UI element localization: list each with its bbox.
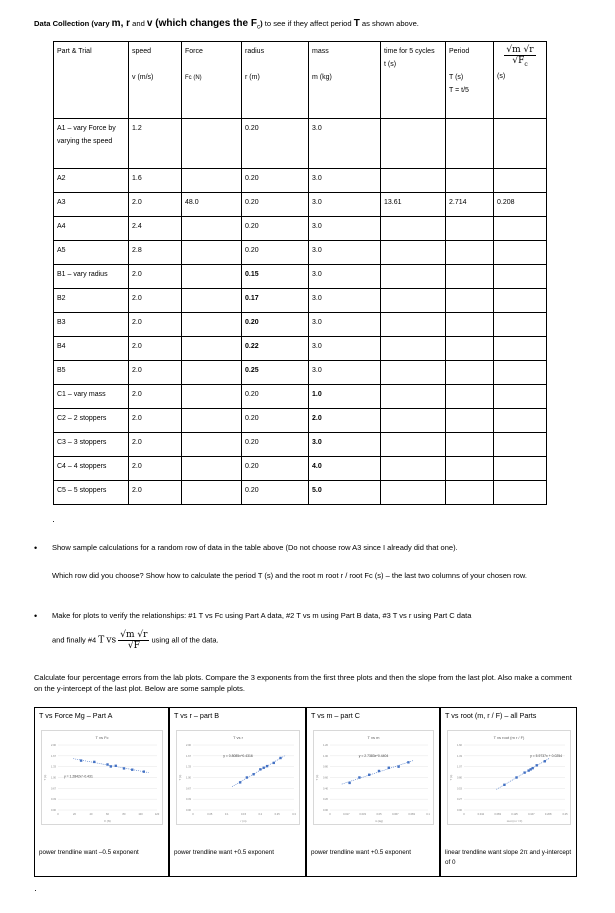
row-label: B4 <box>54 337 129 361</box>
y-axis-label: T (s) <box>315 774 319 781</box>
y-tick-label: 1.33 <box>185 765 191 769</box>
mass-cell: 5.0 <box>309 481 381 505</box>
y-tick-label: 0.33 <box>50 798 56 802</box>
x-axis-label: m (kg) <box>375 819 383 823</box>
y-axis-label: T (s) <box>449 774 453 781</box>
plot-3 <box>313 730 434 825</box>
chart-svg-3 <box>314 731 433 824</box>
row-label: B3 <box>54 313 129 337</box>
data-point <box>279 757 281 759</box>
x-tick-label: 0.042 <box>477 813 485 816</box>
x-tick-label: 100 <box>138 813 143 816</box>
row-label: A3 <box>54 193 129 217</box>
period-cell <box>446 217 494 241</box>
force-cell <box>182 361 242 385</box>
row-label: C2 – 2 stoppers <box>54 409 129 433</box>
x-tick-label: 0.25 <box>274 813 280 816</box>
force-cell <box>182 241 242 265</box>
y-tick-label: 0.67 <box>50 787 56 791</box>
table-row <box>54 241 547 265</box>
y-tick-label: 1.00 <box>50 776 56 780</box>
x-tick-label: 0.1 <box>224 813 229 816</box>
y-tick-label: 0.00 <box>50 809 56 812</box>
stray-mark: · <box>52 516 55 526</box>
y-tick-label: 0.40 <box>322 787 328 791</box>
root-cell <box>494 433 547 457</box>
y-tick-label: 1.33 <box>456 754 462 758</box>
data-point <box>368 774 370 776</box>
time-cell <box>381 169 446 193</box>
data-point <box>397 765 399 767</box>
speed-cell: 2.0 <box>129 361 182 385</box>
chart-inner-title: T vs r <box>233 735 243 740</box>
instruction-2-line2: and finally #4 T vs $\frac{√m √r}{√F}$ using all of the data. <box>52 630 219 651</box>
equation-label: y = 0.8085x^0.4316 <box>223 754 253 758</box>
radius-cell: 0.20 <box>242 169 309 193</box>
mass-cell: 2.0 <box>309 409 381 433</box>
radius-cell: 0.20 <box>242 409 309 433</box>
data-point <box>246 776 248 778</box>
heading-and: and <box>130 19 147 28</box>
instruction-2: Make for plots to verify the relationships: #1 T vs Fc using Part A data, #2 T vs m using Part B data, #3 T vs r using Part C data <box>52 611 472 620</box>
x-tick-label: 0.125 <box>511 813 518 816</box>
x-tick-label: 0 <box>57 813 59 816</box>
table-row <box>54 385 547 409</box>
chart-title-4: T vs root (m, r / F) – all Parts <box>445 711 537 720</box>
y-tick-label: 0.00 <box>456 809 462 812</box>
instruction-1: Show sample calculations for a random row of data in the table above (Do not choose row A3 since I already did that one). <box>52 543 458 552</box>
force-cell <box>182 313 242 337</box>
plot-1 <box>41 730 163 825</box>
period-cell <box>446 385 494 409</box>
time-cell <box>381 409 446 433</box>
speed-cell: 1.6 <box>129 169 182 193</box>
chart-svg-1 <box>42 731 162 824</box>
table-row <box>54 433 547 457</box>
header-speed: speed v (m/s) <box>129 42 182 119</box>
x-tick-label: 60 <box>106 813 109 816</box>
plot-2 <box>176 730 300 825</box>
x-tick-label: 0.167 <box>528 813 535 816</box>
radius-cell: 0.20 <box>242 217 309 241</box>
row-label: B5 <box>54 361 129 385</box>
radius-cell: 0.20 <box>242 433 309 457</box>
data-point <box>536 764 538 766</box>
heading-T: T <box>353 18 360 29</box>
speed-cell: 1.2 <box>129 119 182 169</box>
y-tick-label: 0.67 <box>185 787 191 791</box>
table-row <box>54 457 547 481</box>
time-cell <box>381 385 446 409</box>
table-row <box>54 289 547 313</box>
data-point <box>80 759 82 761</box>
row-label: C4 – 4 stoppers <box>54 457 129 481</box>
period-cell <box>446 457 494 481</box>
radius-cell: 0.17 <box>242 289 309 313</box>
heading-suffix: to see if they affect period <box>262 19 354 28</box>
x-tick-label: 0.208 <box>544 813 552 816</box>
x-tick-label: 0.25 <box>562 813 568 816</box>
y-tick-label: 2.00 <box>185 744 191 747</box>
speed-cell: 2.0 <box>129 265 182 289</box>
y-tick-label: 1.20 <box>322 744 328 747</box>
y-tick-label: 0.60 <box>322 776 328 780</box>
header-time: time for 5 cycles t (s) <box>381 42 446 119</box>
stray-mark-2: · <box>34 885 37 895</box>
chart-box-4 <box>440 707 577 877</box>
time-cell <box>381 241 446 265</box>
data-point <box>239 781 241 783</box>
heading-r: r <box>126 18 131 29</box>
root-cell <box>494 313 547 337</box>
header-force: Force Fc (N) <box>182 42 242 119</box>
data-point <box>503 784 505 786</box>
chart-box-2 <box>169 707 306 877</box>
x-tick-label: 0.083 <box>494 813 501 816</box>
radius-cell: 0.20 <box>242 119 309 169</box>
force-cell <box>182 217 242 241</box>
force-cell <box>182 119 242 169</box>
table-row <box>54 265 547 289</box>
y-tick-label: 1.67 <box>185 754 191 758</box>
speed-cell: 2.0 <box>129 313 182 337</box>
instruction-1-detail: Which row did you choose? Show how to calculate the period T (s) and the root m root r / root Fc (s) – the last two columns of your chosen row. <box>52 571 527 580</box>
data-point <box>407 761 409 763</box>
y-tick-label: 0.20 <box>322 798 328 802</box>
row-label: C5 – 5 stoppers <box>54 481 129 505</box>
instruction-3: Calculate four percentage errors from the lab plots. Compare the 3 exponents from the first three plots and then the slope from the last plot. Also make a comment on the y-intercept of the last plot. Below are some sample plots. <box>34 673 572 693</box>
mass-cell: 3.0 <box>309 217 381 241</box>
data-point <box>115 765 117 767</box>
row-label: A2 <box>54 169 129 193</box>
mass-cell: 1.0 <box>309 385 381 409</box>
radius-cell: 0.20 <box>242 457 309 481</box>
y-axis-label: T (s) <box>178 774 182 781</box>
time-cell <box>381 337 446 361</box>
y-tick-label: 0.00 <box>185 809 191 812</box>
equation-label: y = 2.7383x^0.4404 <box>358 754 389 758</box>
header-mass: mass m (kg) <box>309 42 381 119</box>
x-tick-label: 0.15 <box>240 813 247 816</box>
mass-cell: 3.0 <box>309 433 381 457</box>
heading-mid: (which changes the F <box>152 18 257 29</box>
time-cell: 13.61 <box>381 193 446 217</box>
period-cell <box>446 289 494 313</box>
force-cell: 48.0 <box>182 193 242 217</box>
mass-cell: 4.0 <box>309 457 381 481</box>
period-cell <box>446 433 494 457</box>
table-row <box>54 169 547 193</box>
y-tick-label: 0.80 <box>456 776 462 780</box>
table-header-row <box>54 42 547 119</box>
data-point <box>131 769 133 771</box>
y-tick-label: 0.27 <box>456 798 462 802</box>
speed-cell: 2.0 <box>129 481 182 505</box>
table-row <box>54 217 547 241</box>
y-tick-label: 0.00 <box>322 809 328 812</box>
speed-cell: 2.0 <box>129 337 182 361</box>
data-table <box>53 41 547 505</box>
time-cell <box>381 313 446 337</box>
time-cell <box>381 265 446 289</box>
chart-svg-4 <box>448 731 570 824</box>
mass-cell: 3.0 <box>309 169 381 193</box>
y-axis-label: T (s) <box>43 774 47 781</box>
period-cell <box>446 241 494 265</box>
root-cell <box>494 217 547 241</box>
x-tick-label: 80 <box>122 813 126 816</box>
data-point <box>252 773 254 775</box>
x-tick-label: 0 <box>192 813 194 816</box>
chart-title-1: T vs Force Mg – Part A <box>39 711 113 720</box>
force-cell <box>182 337 242 361</box>
data-point <box>93 761 95 763</box>
radius-cell: 0.20 <box>242 313 309 337</box>
root-cell <box>494 289 547 313</box>
root-cell <box>494 169 547 193</box>
data-point <box>263 767 265 769</box>
heading-v: v <box>146 18 153 29</box>
force-cell <box>182 265 242 289</box>
speed-cell: 2.0 <box>129 457 182 481</box>
mass-cell: 3.0 <box>309 337 381 361</box>
table-row <box>54 193 547 217</box>
data-point <box>106 763 108 765</box>
trendline <box>342 761 414 785</box>
row-label: A5 <box>54 241 129 265</box>
mass-cell: 3.0 <box>309 265 381 289</box>
radius-cell: 0.20 <box>242 481 309 505</box>
header-radius: radius r (m) <box>242 42 309 119</box>
root-cell: 0.208 <box>494 193 547 217</box>
period-cell <box>446 361 494 385</box>
speed-cell: 2.4 <box>129 217 182 241</box>
speed-cell: 2.0 <box>129 409 182 433</box>
period-cell <box>446 169 494 193</box>
heading-prefix: Data Collection (vary <box>34 19 112 28</box>
x-tick-label: 40 <box>89 813 93 816</box>
header-part-trial: Part & Trial <box>54 42 129 119</box>
heading-sub: c <box>256 23 261 31</box>
period-cell <box>446 313 494 337</box>
row-label: B2 <box>54 289 129 313</box>
radius-cell: 0.20 <box>242 241 309 265</box>
root-cell <box>494 337 547 361</box>
y-tick-label: 1.33 <box>50 765 56 769</box>
row-label: C3 – 3 stoppers <box>54 433 129 457</box>
root-formula: $\frac{√m √r}{√F_c}$ <box>506 45 534 68</box>
y-tick-label: 1.67 <box>50 754 56 758</box>
y-tick-label: 1.00 <box>185 776 191 780</box>
radius-cell: 0.22 <box>242 337 309 361</box>
mass-cell: 3.0 <box>309 193 381 217</box>
period-cell <box>446 409 494 433</box>
plot-4 <box>447 730 571 825</box>
data-point <box>143 770 145 772</box>
table-row <box>54 337 547 361</box>
chart-note-4: linear trendline want slope 2π and y-intercept of 0 <box>445 849 572 866</box>
time-cell <box>381 289 446 313</box>
data-point <box>378 770 380 772</box>
period-cell: 2.714 <box>446 193 494 217</box>
data-point <box>266 765 268 767</box>
chart-title-2: T vs r – part B <box>174 711 220 720</box>
data-point <box>544 760 546 762</box>
speed-cell: 2.0 <box>129 193 182 217</box>
root-cell <box>494 385 547 409</box>
time-cell <box>381 457 446 481</box>
table-row <box>54 361 547 385</box>
x-tick-label: 0 <box>463 813 465 816</box>
period-cell <box>446 119 494 169</box>
heading-close: ) <box>260 19 263 28</box>
heading-end: as shown above. <box>359 19 419 28</box>
speed-cell: 2.0 <box>129 433 182 457</box>
mass-cell: 3.0 <box>309 313 381 337</box>
x-tick-label: 0.067 <box>392 813 399 816</box>
x-axis-label: F (N) <box>104 819 111 823</box>
mass-cell: 3.0 <box>309 361 381 385</box>
x-axis-label: r (m) <box>240 819 247 823</box>
root-cell <box>494 409 547 433</box>
root-cell <box>494 457 547 481</box>
data-point <box>358 776 360 778</box>
period-cell <box>446 265 494 289</box>
row-label: A4 <box>54 217 129 241</box>
chart-note-1: power trendline want –0.5 exponent <box>39 849 139 856</box>
heading-m: m <box>111 18 121 29</box>
y-tick-label: 1.07 <box>456 765 462 769</box>
chart-title-3: T vs m – part C <box>311 711 360 720</box>
force-cell <box>182 433 242 457</box>
root-cell <box>494 361 547 385</box>
y-tick-label: 0.53 <box>456 787 462 791</box>
row-label: B1 – vary radius <box>54 265 129 289</box>
time-cell <box>381 433 446 457</box>
chart-inner-title: T vs root (m r / F) <box>493 735 525 740</box>
root-cell <box>494 481 547 505</box>
x-tick-label: 0.1 <box>426 813 430 816</box>
table-row <box>54 313 547 337</box>
row-label: C1 – vary mass <box>54 385 129 409</box>
y-tick-label: 2.00 <box>50 744 56 747</box>
x-tick-label: 0.3 <box>292 813 296 816</box>
data-point <box>123 767 125 769</box>
force-cell <box>182 457 242 481</box>
x-tick-label: 0.05 <box>207 813 213 816</box>
data-point <box>515 776 517 778</box>
x-tick-label: 20 <box>73 813 76 816</box>
y-tick-label: 0.33 <box>185 798 191 802</box>
radius-cell: 0.20 <box>242 385 309 409</box>
y-tick-label: 1.00 <box>322 754 328 758</box>
row-label: A1 – vary Force by varying the speed <box>54 119 129 169</box>
chart-box-3 <box>306 707 440 877</box>
x-tick-label: 0.033 <box>359 813 366 816</box>
data-point <box>110 765 112 767</box>
force-cell <box>182 169 242 193</box>
time-cell <box>381 361 446 385</box>
mass-cell: 3.0 <box>309 289 381 313</box>
force-cell <box>182 289 242 313</box>
table-row <box>54 481 547 505</box>
x-tick-label: 0.017 <box>343 813 350 816</box>
equation-label: y = 5.9737x + 0.0254 <box>530 754 562 758</box>
chart-svg-2 <box>177 731 299 824</box>
data-point <box>531 767 533 769</box>
time-cell <box>381 119 446 169</box>
speed-cell: 2.0 <box>129 385 182 409</box>
period-cell <box>446 337 494 361</box>
speed-cell: 2.8 <box>129 241 182 265</box>
bullet-dot-2: • <box>34 611 38 621</box>
force-cell <box>182 409 242 433</box>
x-tick-label: 0.05 <box>376 813 382 816</box>
data-point <box>523 771 525 773</box>
bullet2-formula: $\frac{√m √r}{√F}$ <box>120 630 148 651</box>
x-tick-label: 0.2 <box>258 813 263 816</box>
data-point <box>259 768 261 770</box>
table-row <box>54 409 547 433</box>
chart-note-3: power trendline want +0.5 exponent <box>311 849 411 856</box>
x-tick-label: 120 <box>154 813 160 816</box>
chart-inner-title: T vs Fc <box>95 735 109 740</box>
period-cell <box>446 481 494 505</box>
heading <box>34 18 419 31</box>
x-axis-label: root (m r / F) <box>506 819 523 823</box>
x-tick-label: 0.083 <box>408 813 415 816</box>
time-cell <box>381 481 446 505</box>
heading-comma: , <box>120 18 127 29</box>
equation-label: y = 1.2842x^-0.431 <box>64 774 93 779</box>
data-point <box>348 782 350 784</box>
header-root: $\frac{√m √r}{√F_c}$ (s) <box>494 42 547 119</box>
root-cell <box>494 241 547 265</box>
chart-note-2: power trendline want +0.5 exponent <box>174 849 274 856</box>
root-cell <box>494 119 547 169</box>
radius-cell: 0.25 <box>242 361 309 385</box>
mass-cell: 3.0 <box>309 119 381 169</box>
radius-cell: 0.20 <box>242 193 309 217</box>
speed-cell: 2.0 <box>129 289 182 313</box>
bullet-dot-1: • <box>34 543 38 553</box>
y-tick-label: 1.60 <box>456 744 462 747</box>
root-cell <box>494 265 547 289</box>
table-row <box>54 119 547 169</box>
x-tick-label: 0 <box>329 813 331 816</box>
chart-inner-title: T vs m <box>367 735 380 740</box>
mass-cell: 3.0 <box>309 241 381 265</box>
force-cell <box>182 385 242 409</box>
time-cell <box>381 217 446 241</box>
force-cell <box>182 481 242 505</box>
data-point <box>388 767 390 769</box>
radius-cell: 0.15 <box>242 265 309 289</box>
header-period: Period T (s) T = t/5 <box>446 42 494 119</box>
data-point <box>273 762 275 764</box>
y-tick-label: 0.80 <box>322 765 328 769</box>
chart-box-1 <box>34 707 169 877</box>
